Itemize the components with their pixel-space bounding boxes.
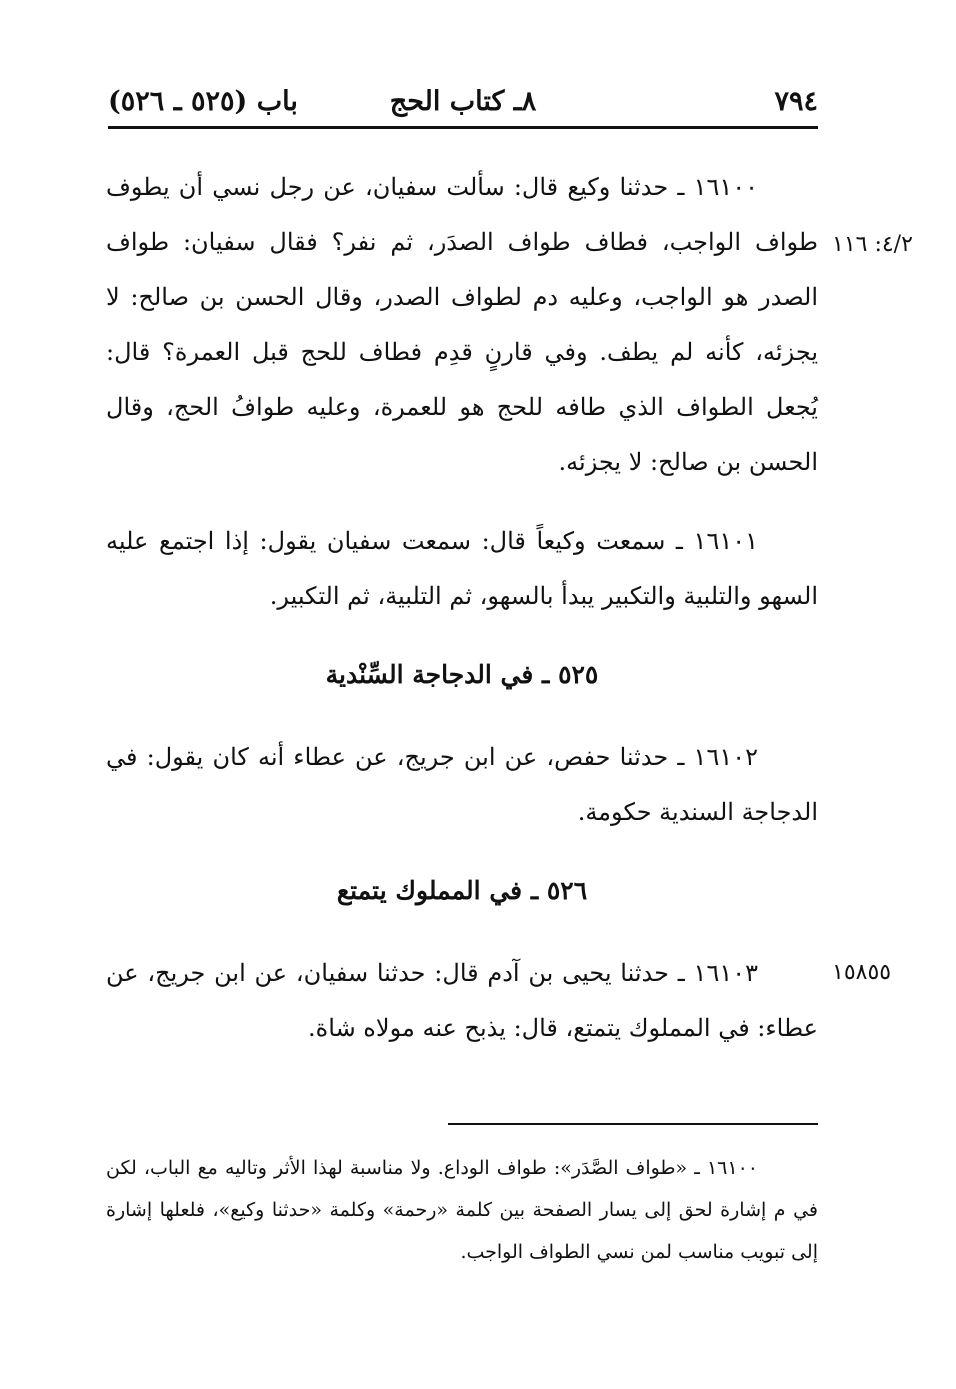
margin-reference-2: ١٥٨٥٥ [832,960,892,985]
section-range: باب (٥٢٥ ـ ٥٢٦) [108,86,298,117]
footnote-rule [448,1123,818,1125]
chapter-heading-525: ٥٢٥ ـ في الدجاجة السِّنْدية [325,660,599,689]
page-number: ٧٩٤ [774,86,818,117]
header-rule [108,126,818,129]
paragraph-16103: ١٦١٠٣ ـ حدثنا يحيى بن آدم قال: حدثنا سفيان، عن ابن جريج، عن عطاء: في المملوك يتمتع، قال: يذبح عنه مولاه شاة. [106,959,818,1042]
footnote-16100: ١٦١٠٠ ـ «طواف الصَّدَر»: طواف الوداع. ولا مناسبة لهذا الأثر وتاليه مع الباب، لكن في م إشارة لحق إلى يسار الصفحة بين كلمة «رحمة» وكلمة «حدثنا وكيع»، فلعلها إشارة إلى تبويب مناسب لمن نسي الطواف الواجب. [106,1157,818,1263]
page-header [108,82,818,128]
margin-reference-1: ٤/٢: ١١٦ [832,232,913,257]
paragraph-16101: ١٦١٠١ ـ سمعت وكيعاً قال: سمعت سفيان يقول: إذا اجتمع عليه السهو والتلبية والتكبير يبدأ بالسهو، ثم التلبية، ثم التكبير. [106,527,818,610]
book-title: ٨ـ كتاب الحج [389,86,537,117]
chapter-heading-526: ٥٢٦ ـ في المملوك يتمتع [336,876,588,905]
paragraph-16102: ١٦١٠٢ ـ حدثنا حفص، عن ابن جريج، عن عطاء أنه كان يقول: في الدجاجة السندية حكومة. [106,743,818,826]
paragraph-16100: ١٦١٠٠ ـ حدثنا وكيع قال: سألت سفيان، عن رجل نسي أن يطوف طواف الواجب، فطاف طواف الصدَر، ثم نفر؟ فقال سفيان: طواف الصدر هو الواجب، وعليه دم لطواف الصدر، وقال الحسن بن صالح: لا يجزئه، كأنه لم يطف. وفي قارنٍ قدِم فطاف للحج قبل العمرة؟ قال: يُجعل الطواف الذي طافه للحج هو للعمرة، وعليه طوافُ الحج، وقال الحسن بن صالح: لا يجزئه. [106,173,819,476]
